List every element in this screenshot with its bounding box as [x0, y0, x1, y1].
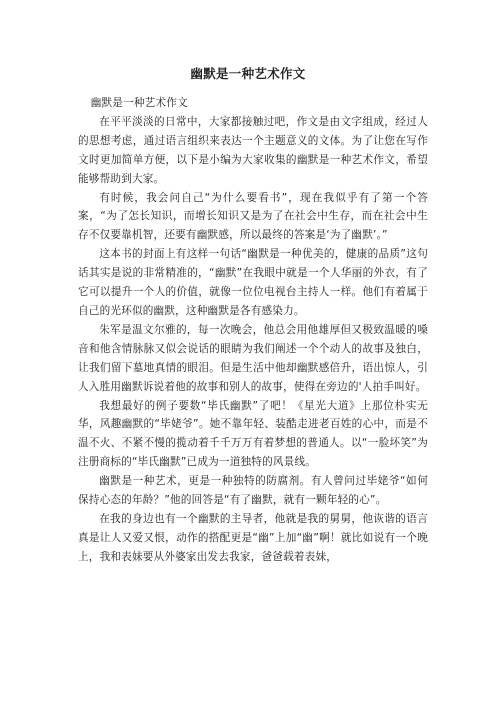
- document-body: [78, 94, 428, 567]
- paragraph: 这本书的封面上有这样一句话“幽默是一种优美的，健康的品质”这句话其实是说的非常精准的，“幽默”在我眼中就是一个人华丽的外衣，有了它可以提升一个人的价值，就像一位位电视台主持人一样。他们有着属于自己的光环似的幽默，这种幽默是各有感染力。: [78, 248, 428, 317]
- paragraph: 在我的身边也有一个幽默的主导者，他就是我的舅舅，他诙谐的语言真是让人又爱又恨，动作的搭配更是“幽”上加“幽”啊！就比如说有一个晚上，我和表妹要从外婆家出发去我家，爸爸载着表妹，: [78, 512, 428, 563]
- document-title: 幽默是一种艺术作文: [190, 66, 306, 81]
- paragraph-subtitle: 幽默是一种艺术作文: [90, 97, 188, 109]
- paragraph: 我想最好的例子要数“毕氏幽默”了吧！《星光大道》上那位朴实无华，风趣幽默的“毕姥爷”。她不靠年轻、装酷走进老百姓的心中，而是不温不火、不紧不慢的揽动着千千万万有着梦想的普通人。以“一脸坏笑”为注册商标的“毕氏幽默”已成为一道独特的风景线。: [78, 399, 428, 469]
- paragraph: 幽默是一种艺术，更是一种独特的防腐剂。有人曾问过毕姥爷“如何保持心态的年龄？”他的回答是“有了幽默，就有一颗年轻的心”。: [78, 475, 428, 507]
- paragraph: 在平平淡淡的日常中，大家都接触过吧，作文是由文字组成，经过人的思想考虑，通过语言组织来表达一个主题意义的文体。为了让您在写作文时更加简单方便，以下是小编为大家收集的幽默是一种艺术作文，希望能够帮助到大家。: [78, 115, 428, 185]
- paragraph: 朱军是温文尔雅的，每一次晚会，他总会用他雄厚但又极致温暖的嗓音和他含情脉脉又似会说话的眼睛为我们阐述一个个动人的故事及独白，让我们留下墓地真情的眼泪。但是生活中他却幽默感倍升，语出惊人，引人入胜用幽默诉说着他的故事和别人的故事，使得在旁边的'人拍手叫好。: [78, 323, 428, 393]
- paragraph: 有时候，我会问自己“为什么要看书”，现在我似乎有了第一个答案，“为了怎长知识，而增长知识又是为了在社会中生存，而在社会中生存不仅要靠机智，还要有幽默感，所以最终的答案是‘为了幽默’。”: [78, 191, 428, 242]
